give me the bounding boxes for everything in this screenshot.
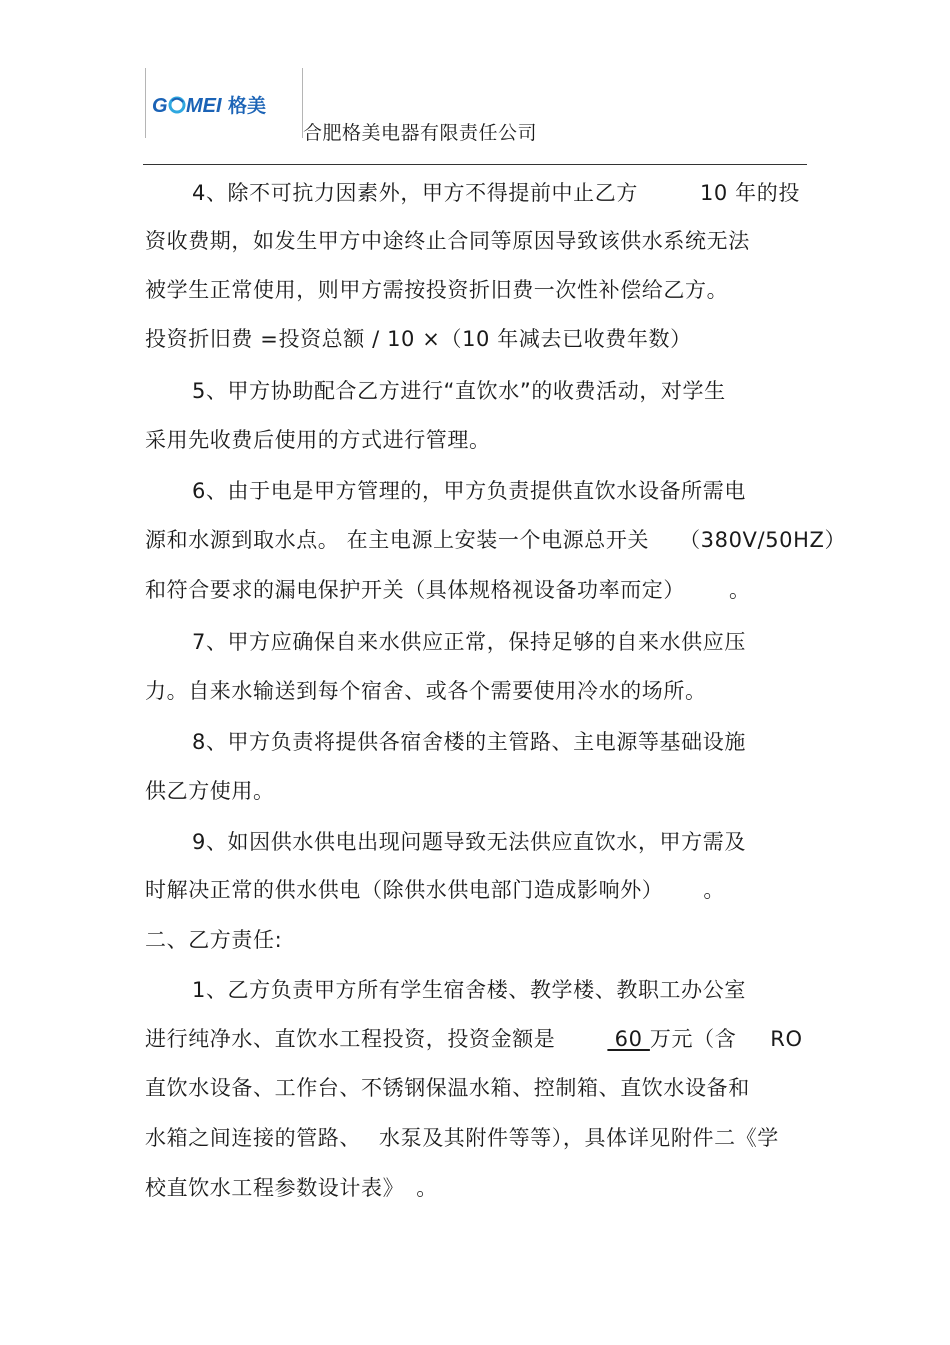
clause-6-line-2 — [145, 527, 846, 553]
header-divider — [143, 164, 807, 165]
clause-4-line-3: 被学生正常使用，则甲方需按投资折旧费一次性补偿给乙方。 — [145, 278, 729, 302]
pipe-text: 水箱之间连接的管路、 — [145, 1126, 361, 1150]
pump-text: 水泵及其附件等等），具体详见附件二《学 — [379, 1126, 779, 1150]
svg-text:MEI: MEI — [186, 95, 222, 117]
svg-text:格美: 格美 — [228, 95, 267, 117]
clause-4-term: 10 年的投 — [699, 181, 800, 205]
depreciation-formula: 投资折旧费 =投资总额 / 10 ×（10 年减去已收费年数） — [145, 327, 692, 351]
clause-7-line-2: 力。自来水输送到每个宿舍、或各个需要使用冷水的场所。 — [145, 679, 707, 703]
clause-4-line-1 — [192, 180, 800, 206]
b-clause-1-line-4 — [145, 1125, 779, 1151]
svg-text:G: G — [152, 95, 168, 117]
clause-6-text-3: 和符合要求的漏电保护开关（具体规格视设备功率而定） — [145, 578, 685, 602]
investment-text: 进行纯净水、直饮水工程投资，投资金额是 — [145, 1027, 556, 1051]
clause-8-line-2: 供乙方使用。 — [145, 779, 275, 803]
section-heading: 二、乙方责任: — [145, 928, 283, 952]
investment-amount: 60 — [607, 1027, 650, 1051]
clause-6-line-3 — [145, 577, 751, 603]
b-clause-1-line-3: 直饮水设备、工作台、不锈钢保温水箱、控制箱、直饮水设备和 — [145, 1076, 750, 1100]
clause-4-text: 4、除不可抗力因素外，甲方不得提前中止乙方 — [192, 181, 638, 205]
power-spec: （380V/50HZ） — [679, 528, 847, 552]
b-clause-1-line-2 — [145, 1026, 803, 1052]
page-header — [0, 0, 950, 170]
b-clause-1-line-5 — [145, 1175, 438, 1201]
clause-5-line-1: 5、甲方协助配合乙方进行“直饮水”的收费活动，对学生 — [192, 379, 726, 403]
clause-4-line-2: 资收费期，如发生甲方中途终止合同等原因导致该供水系统无法 — [145, 229, 750, 253]
table-reference: 校直饮水工程参数设计表》 — [145, 1176, 405, 1200]
company-name: 合肥格美电器有限责任公司 — [303, 122, 538, 144]
clause-6-line-1: 6、由于电是甲方管理的，甲方负责提供直饮水设备所需电 — [192, 479, 746, 503]
period-mark-3: 。 — [416, 1176, 438, 1200]
company-logo — [145, 68, 303, 138]
b-clause-1-line-1: 1、乙方负责甲方所有学生宿舍楼、教学楼、教职工办公室 — [192, 978, 746, 1002]
gomei-logo-icon — [150, 92, 300, 118]
clause-6-text: 源和水源到取水点。 在主电源上安装一个电源总开关 — [145, 528, 650, 552]
clause-5-line-2: 采用先收费后使用的方式进行管理。 — [145, 428, 491, 452]
ro-label: RO — [770, 1027, 803, 1051]
clause-9-line-2 — [145, 877, 725, 903]
clause-8-line-1: 8、甲方负责将提供各宿舍楼的主管路、主电源等基础设施 — [192, 730, 746, 754]
period-mark: 。 — [729, 578, 751, 602]
investment-unit: 万元（含 — [649, 1027, 737, 1051]
period-mark-2: 。 — [703, 878, 726, 902]
clause-7-line-1: 7、甲方应确保自来水供应正常，保持足够的自来水供应压 — [192, 630, 746, 654]
clause-9-text: 时解决正常的供水供电（除供水供电部门造成影响外） — [145, 878, 664, 902]
clause-9-line-1: 9、如因供水供电出现问题导致无法供应直饮水，甲方需及 — [192, 830, 746, 854]
